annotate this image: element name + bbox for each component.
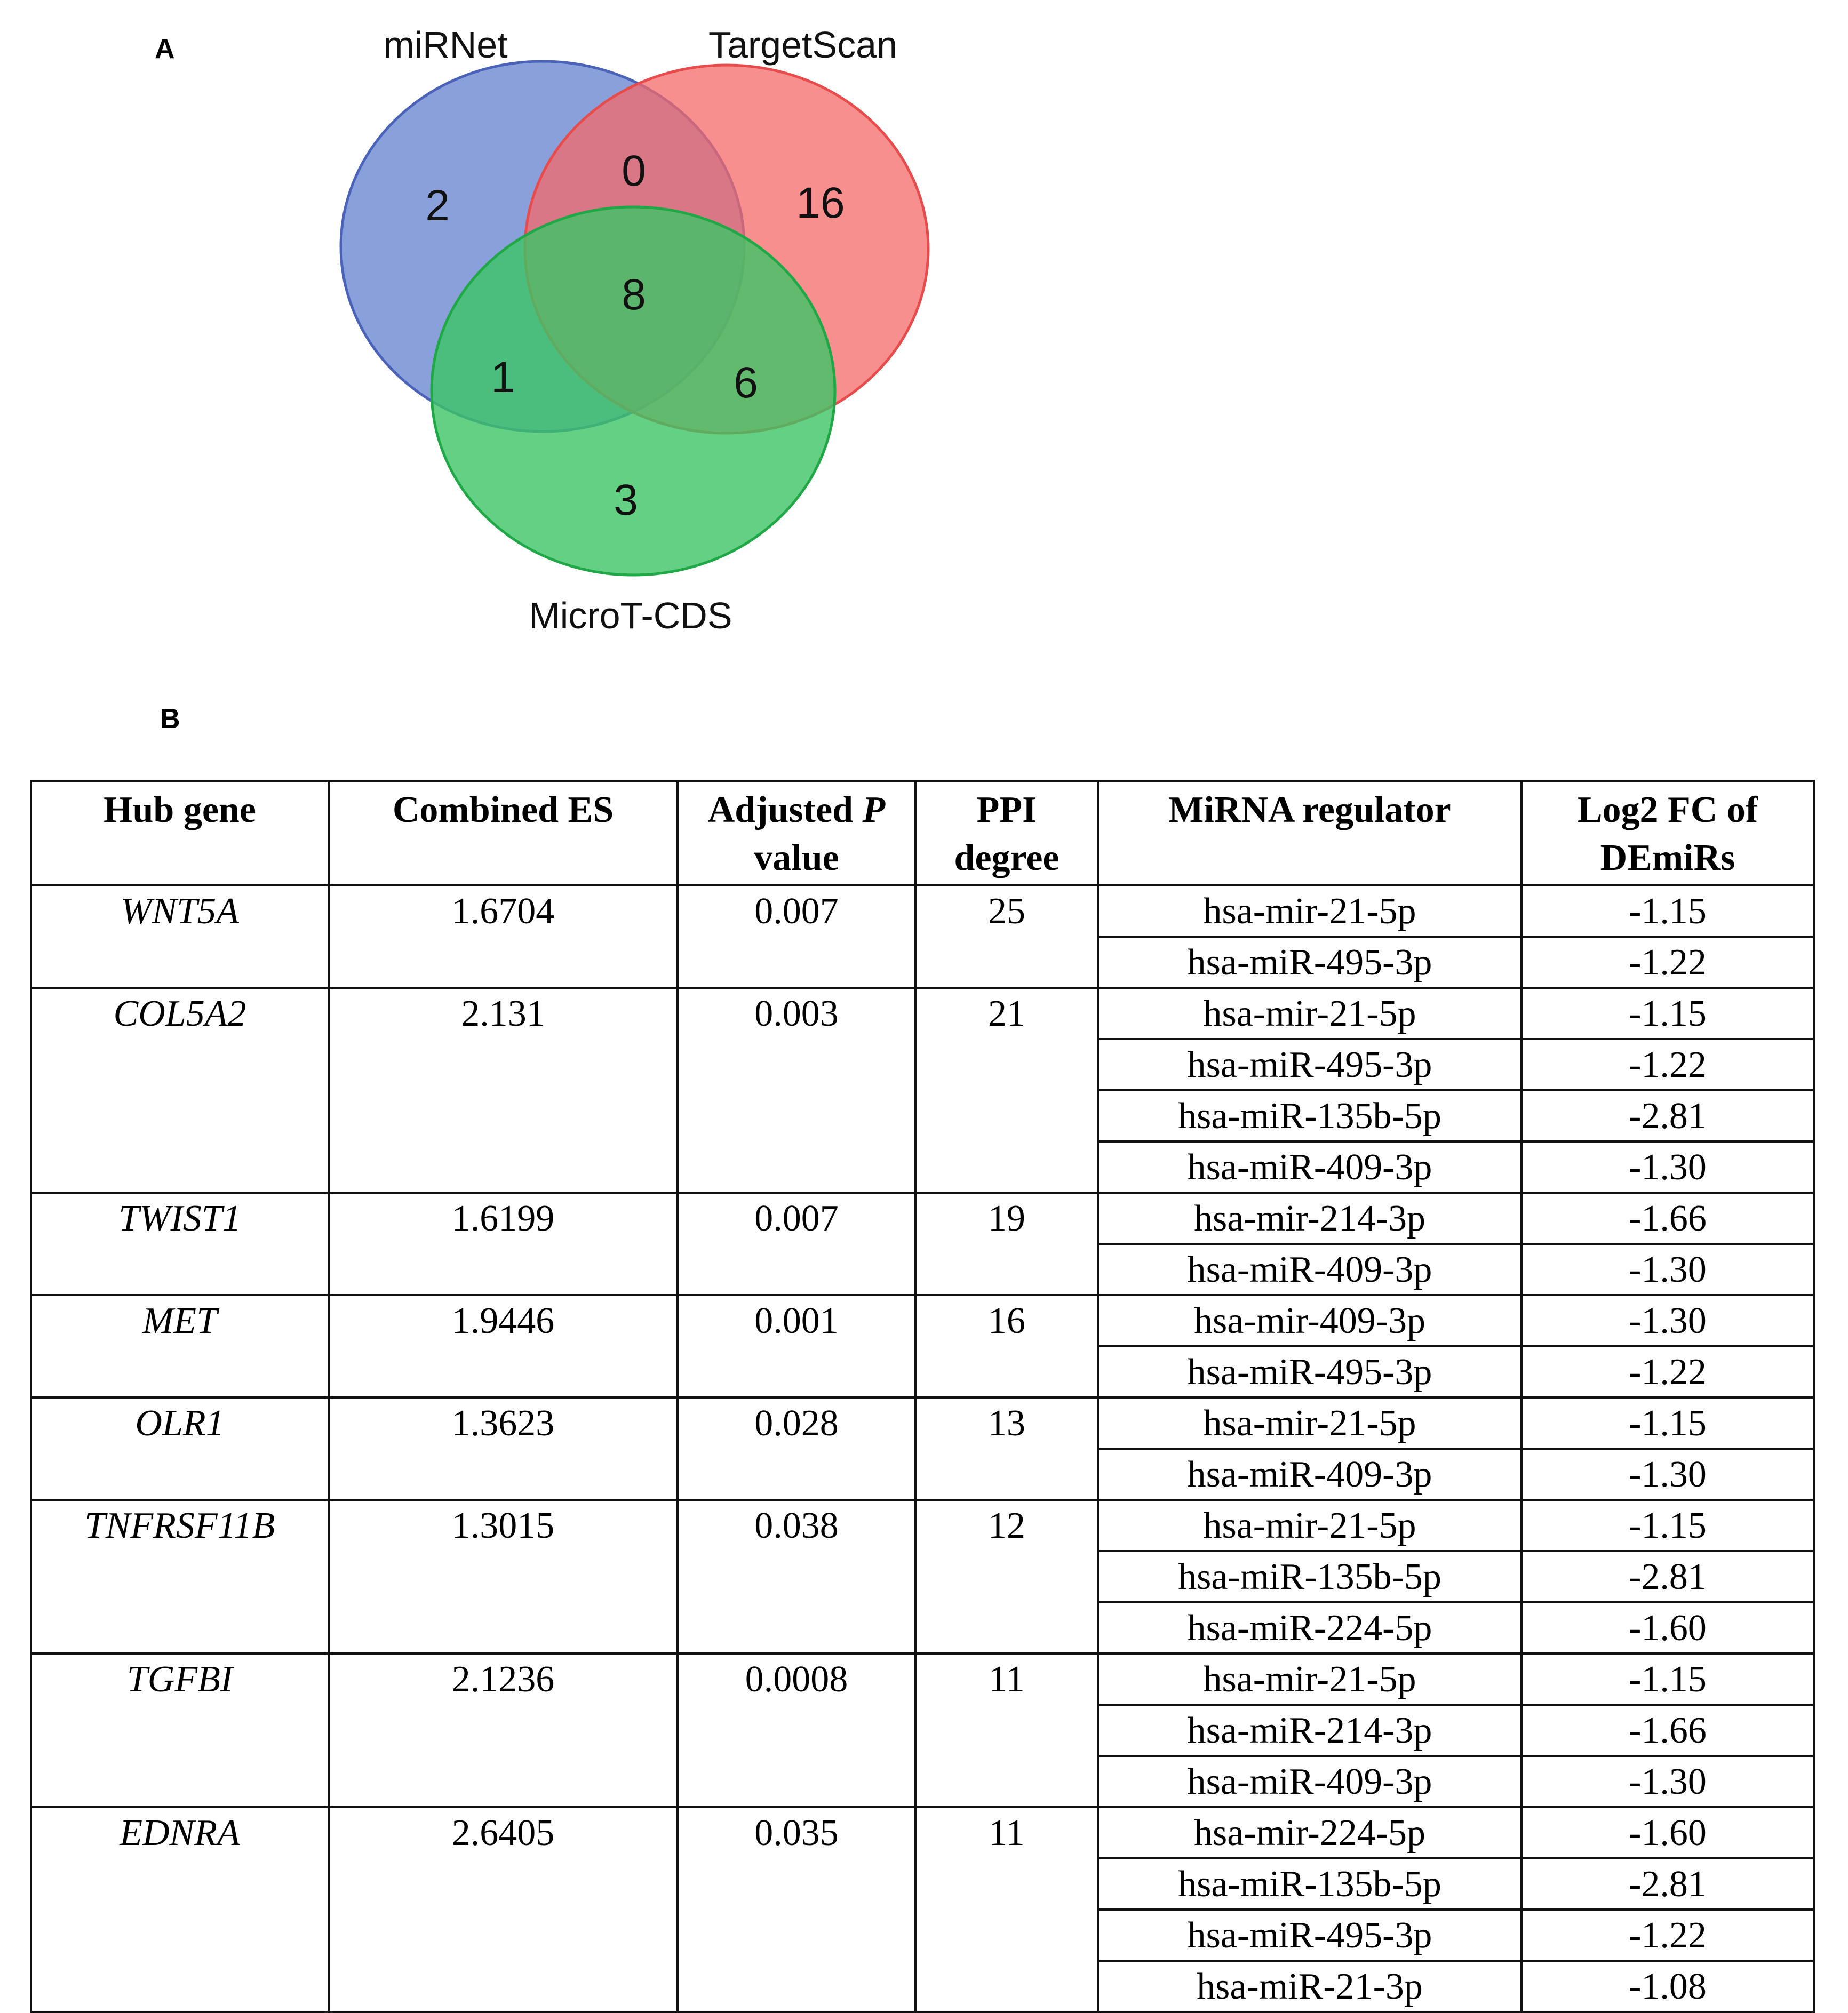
mirna-regulator-cell: hsa-miR-21-3p [1098, 1961, 1522, 2012]
log2fc-cell: -1.66 [1522, 1193, 1814, 1244]
venn-label-mirnet: miRNet [383, 24, 508, 66]
table-row [31, 885, 1814, 937]
mirna-regulator-cell: hsa-miR-495-3p [1098, 1346, 1522, 1397]
log2fc-cell: -1.30 [1522, 1756, 1814, 1807]
count-microt-only: 3 [614, 476, 638, 524]
ppi-degree-cell: 19 [915, 1193, 1098, 1295]
log2fc-cell: -1.22 [1522, 1039, 1814, 1090]
count-mirnet-only: 2 [425, 181, 450, 230]
table-row [31, 1295, 1814, 1346]
mirna-regulator-cell: hsa-miR-214-3p [1098, 1705, 1522, 1756]
mirna-regulator-cell: hsa-miR-495-3p [1098, 937, 1522, 988]
log2fc-cell: -1.22 [1522, 937, 1814, 988]
log2fc-cell: -1.22 [1522, 1346, 1814, 1397]
header-adjusted-p: Adjusted P value [678, 781, 915, 885]
log2fc-cell: -1.08 [1522, 1961, 1814, 2012]
combined-es-cell: 2.131 [329, 988, 678, 1193]
panel-label-b: B [160, 704, 180, 734]
log2fc-cell: -1.60 [1522, 1602, 1814, 1653]
combined-es-cell: 1.3623 [329, 1397, 678, 1500]
ppi-degree-cell: 13 [915, 1397, 1098, 1500]
header-ppi-degree: PPI degree [915, 781, 1098, 885]
mirna-regulator-cell: hsa-mir-224-5p [1098, 1807, 1522, 1858]
ppi-degree-cell: 12 [915, 1500, 1098, 1653]
combined-es-cell: 1.3015 [329, 1500, 678, 1653]
gene-cell: EDNRA [31, 1807, 329, 2012]
mirna-regulator-cell: hsa-miR-409-3p [1098, 1449, 1522, 1500]
gene-cell: WNT5A [31, 885, 329, 988]
ppi-degree-cell: 11 [915, 1807, 1098, 2012]
table-row [31, 988, 1814, 1039]
gene-cell: TNFRSF11B [31, 1500, 329, 1653]
adjusted-p-cell: 0.001 [678, 1295, 915, 1397]
table-body [31, 885, 1814, 2012]
mirna-regulator-cell: hsa-miR-224-5p [1098, 1602, 1522, 1653]
gene-cell: MET [31, 1295, 329, 1397]
adjusted-p-cell: 0.007 [678, 885, 915, 988]
mirna-regulator-cell: hsa-mir-21-5p [1098, 1397, 1522, 1449]
panel-label-a: A [155, 34, 175, 65]
log2fc-cell: -1.15 [1522, 988, 1814, 1039]
header-log2fc: Log2 FC of DEmiRs [1522, 781, 1814, 885]
mirna-regulator-cell: hsa-miR-135b-5p [1098, 1090, 1522, 1141]
log2fc-cell: -1.15 [1522, 1653, 1814, 1705]
log2fc-cell: -1.15 [1522, 885, 1814, 937]
adjusted-p-cell: 0.0008 [678, 1653, 915, 1807]
gene-cell: OLR1 [31, 1397, 329, 1500]
mirna-regulator-cell: hsa-miR-135b-5p [1098, 1551, 1522, 1602]
log2fc-cell: -1.15 [1522, 1397, 1814, 1449]
log2fc-cell: -2.81 [1522, 1551, 1814, 1602]
gene-cell: TWIST1 [31, 1193, 329, 1295]
ppi-degree-cell: 21 [915, 988, 1098, 1193]
venn-label-microt: MicroT-CDS [529, 595, 732, 636]
header-combined-es: Combined ES [329, 781, 678, 885]
log2fc-cell: -1.22 [1522, 1910, 1814, 1961]
mirna-regulator-cell: hsa-mir-21-5p [1098, 1500, 1522, 1551]
mirna-regulator-cell: hsa-miR-495-3p [1098, 1039, 1522, 1090]
mirna-regulator-cell: hsa-mir-21-5p [1098, 988, 1522, 1039]
venn-diagram [0, 0, 960, 667]
count-targetscan-microt: 6 [734, 358, 758, 407]
combined-es-cell: 2.1236 [329, 1653, 678, 1807]
ppi-degree-cell: 25 [915, 885, 1098, 988]
ppi-degree-cell: 11 [915, 1653, 1098, 1807]
mirna-regulator-cell: hsa-mir-214-3p [1098, 1193, 1522, 1244]
mirna-regulator-cell: hsa-miR-495-3p [1098, 1910, 1522, 1961]
combined-es-cell: 1.6704 [329, 885, 678, 988]
mirna-regulator-cell: hsa-mir-409-3p [1098, 1295, 1522, 1346]
table-row [31, 1653, 1814, 1705]
table-row [31, 1807, 1814, 1858]
hub-gene-table-container [30, 780, 1813, 2013]
mirna-regulator-cell: hsa-miR-409-3p [1098, 1244, 1522, 1295]
mirna-regulator-cell: hsa-mir-21-5p [1098, 1653, 1522, 1705]
count-mirnet-microt: 1 [491, 353, 515, 402]
mirna-regulator-cell: hsa-miR-409-3p [1098, 1141, 1522, 1193]
combined-es-cell: 1.9446 [329, 1295, 678, 1397]
log2fc-cell: -1.30 [1522, 1244, 1814, 1295]
combined-es-cell: 2.6405 [329, 1807, 678, 2012]
venn-label-targetscan: TargetScan [708, 24, 898, 66]
header-mirna-regulator: MiRNA regulator [1098, 781, 1522, 885]
count-targetscan-only: 16 [796, 179, 845, 227]
combined-es-cell: 1.6199 [329, 1193, 678, 1295]
log2fc-cell: -1.30 [1522, 1141, 1814, 1193]
table-header-row [31, 781, 1814, 885]
log2fc-cell: -1.60 [1522, 1807, 1814, 1858]
count-mirnet-targetscan: 0 [622, 147, 646, 195]
gene-cell: TGFBI [31, 1653, 329, 1807]
table-row [31, 1193, 1814, 1244]
table-row [31, 1500, 1814, 1551]
mirna-regulator-cell: hsa-miR-135b-5p [1098, 1858, 1522, 1910]
log2fc-cell: -1.30 [1522, 1295, 1814, 1346]
adjusted-p-cell: 0.038 [678, 1500, 915, 1653]
log2fc-cell: -2.81 [1522, 1858, 1814, 1910]
count-all-three: 8 [622, 270, 646, 319]
adjusted-p-cell: 0.035 [678, 1807, 915, 2012]
mirna-regulator-cell: hsa-miR-409-3p [1098, 1756, 1522, 1807]
log2fc-cell: -2.81 [1522, 1090, 1814, 1141]
header-hub-gene: Hub gene [31, 781, 329, 885]
mirna-regulator-cell: hsa-mir-21-5p [1098, 885, 1522, 937]
adjusted-p-cell: 0.028 [678, 1397, 915, 1500]
table-row [31, 1397, 1814, 1449]
ppi-degree-cell: 16 [915, 1295, 1098, 1397]
gene-cell: COL5A2 [31, 988, 329, 1193]
log2fc-cell: -1.15 [1522, 1500, 1814, 1551]
log2fc-cell: -1.30 [1522, 1449, 1814, 1500]
adjusted-p-cell: 0.007 [678, 1193, 915, 1295]
hub-gene-table [30, 780, 1815, 2013]
adjusted-p-cell: 0.003 [678, 988, 915, 1193]
log2fc-cell: -1.66 [1522, 1705, 1814, 1756]
